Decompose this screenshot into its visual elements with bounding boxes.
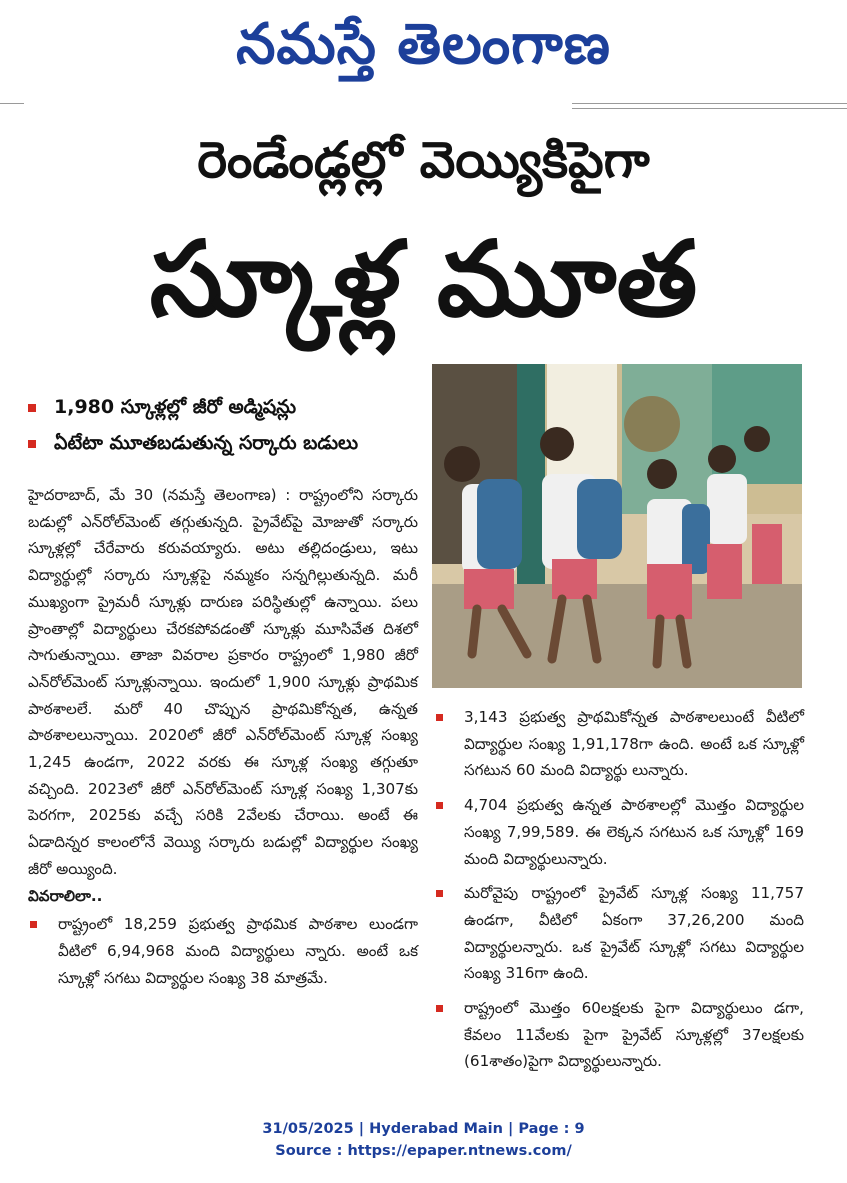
article-body: హైదరాబాద్, మే 30 (నమస్తే తెలంగాణ) : రాష్ట్రంలోని సర్కారు బడుల్లో ఎన్‌రోల్‌మెంట్ తగ్గుతున్నది. ప్రైవేట్‌పై మోజుతో సర్కారు స్కూళ్లల్లో చేరేవారు కరువయ్యారు. అటు తల్లిదండ్రులు, ఇటు విద్యార్థుల్లో సర్కారు స్కూళ్లపై నమ్మకం సన్నగిల్లుతున్నది. మరీ ముఖ్యంగా ప్రైమరీ స్కూళ్లు దారుణ పరిస్థితుల్లో ఉన్నాయి. పలు ప్రాంతాల్లో విద్యార్థులు చేరకపోవడంతో స్కూళ్లు మూసివేత దిశలో సాగుతున్నాయి. తాజా వివరాల ప్రకారం రాష్ట్రంలో 1,980 జీరో ఎన్‌రోల్‌మెంట్ స్కూళ్లున్నాయి. ఇందులో 1,900 స్కూళ్లు ప్రాథమిక పాఠశాలలే. మరో 40 చొప్పున ప్రాథమికోన్నత, ఉన్నత పాఠశాలలున్నాయి. 2020లో జీరో ఎన్‌రోల్‌మెంట్ స్కూళ్ల సంఖ్య 1,245 ఉండగా, 2022 వరకు ఈ స్కూళ్ల సంఖ్య తగ్గుతూ వచ్చింది. 2023లో జీరో ఎన్‌రోల్‌మెంట్ స్కూళ్ల సంఖ్య 1,307కు పెరగగా, 2025కు వచ్చే సరికి 2వేలకు చేరాయి. అంటే ఈ ఏడాదిన్నర కాలంలోనే వెయ్యి సర్కారు బడుల్లో విద్యార్థుల సంఖ్య జీరో అయ్యింది. bbox=[28, 486, 418, 878]
highlight-text: ఏటేటా మూతబడుతున్న సర్కారు బడులు bbox=[54, 432, 359, 454]
highlight-item bbox=[28, 392, 420, 428]
details-label: వివరాలిలా.. bbox=[28, 886, 103, 905]
red-square-bullet-icon bbox=[436, 714, 443, 721]
stat-point-text: రాష్ట్రంలో మొత్తం 60లక్షలకు పైగా విద్యార్థులుం డగా, కేవలం 11వేలకు పైగా ప్రైవేట్ స్కూళ్లల్లో 37లక్షలకు (61శాతం)పైగా విద్యార్థులున్నారు. bbox=[464, 999, 804, 1071]
highlight-item bbox=[28, 428, 420, 464]
stat-point-text: 4,704 ప్రభుత్వ ఉన్నత పాఠశాలల్లో మొత్తం విద్యార్థుల సంఖ్య 7,99,589. ఈ లెక్కన సగటున ఒక స్కూళ్లో 169 మంది విద్యార్థులున్నారు. bbox=[464, 796, 804, 868]
red-square-bullet-icon bbox=[28, 440, 36, 448]
article-kicker: రెండేండ్లల్లో వెయ్యికిపైగా bbox=[197, 131, 650, 189]
article-body-right-column bbox=[434, 704, 804, 1083]
red-square-bullet-icon bbox=[436, 1005, 443, 1012]
stat-point-text: 3,143 ప్రభుత్వ ప్రాథమికోన్నత పాఠశాలలుంటే వీటిలో విద్యార్థుల సంఖ్య 1,91,178గా ఉంది. అంటే ఒక స్కూళ్లో సగటున 60 మంది విద్యార్థు లున్నారు. bbox=[464, 708, 804, 780]
stat-point bbox=[434, 704, 804, 784]
red-square-bullet-icon bbox=[30, 921, 37, 928]
stat-point bbox=[434, 880, 804, 987]
article-body-left-column bbox=[28, 482, 418, 997]
masthead-rule-right bbox=[572, 103, 847, 109]
dateline: 31/05/2025 | Hyderabad Main | Page : 9 bbox=[262, 1121, 585, 1137]
article-headline: స్కూళ్ల మూత bbox=[149, 218, 698, 340]
stat-point bbox=[434, 792, 804, 872]
masthead-rule-left bbox=[0, 103, 24, 104]
stat-point-text: రాష్ట్రంలో 18,259 ప్రభుత్వ ప్రాథమిక పాఠశాల లుండగా వీటిలో 6,94,968 మంది విద్యార్థులు న్నారు. అంటే ఒక స్కూళ్లో సగటు విద్యార్థుల సంఖ్య 38 మాత్రమే. bbox=[58, 915, 418, 987]
photo-illustration bbox=[432, 364, 802, 688]
highlight-text: 1,980 స్కూళ్లల్లో జీరో అడ్మిషన్లు bbox=[54, 396, 297, 418]
red-square-bullet-icon bbox=[436, 802, 443, 809]
stat-point bbox=[434, 995, 804, 1075]
highlights-list bbox=[28, 392, 420, 464]
source-link[interactable]: Source : https://epaper.ntnews.com/ bbox=[275, 1143, 572, 1159]
red-square-bullet-icon bbox=[28, 404, 36, 412]
stat-point bbox=[28, 911, 418, 991]
masthead-logo: నమస్తే తెలంగాణ bbox=[236, 11, 611, 77]
stat-point-text: మరోవైపు రాష్ట్రంలో ప్రైవేట్ స్కూళ్ల సంఖ్య 11,757 ఉండగా, వీటిలో ఏకంగా 37,26,200 మంది విద్యార్థులన్నారు. ఒక ప్రైవేట్ స్కూళ్లో సగటు విద్యార్థుల సంఖ్య 316గా ఉంది. bbox=[464, 884, 804, 983]
red-square-bullet-icon bbox=[436, 890, 443, 897]
page-footer bbox=[0, 1118, 847, 1162]
school-children-photo bbox=[432, 364, 802, 688]
